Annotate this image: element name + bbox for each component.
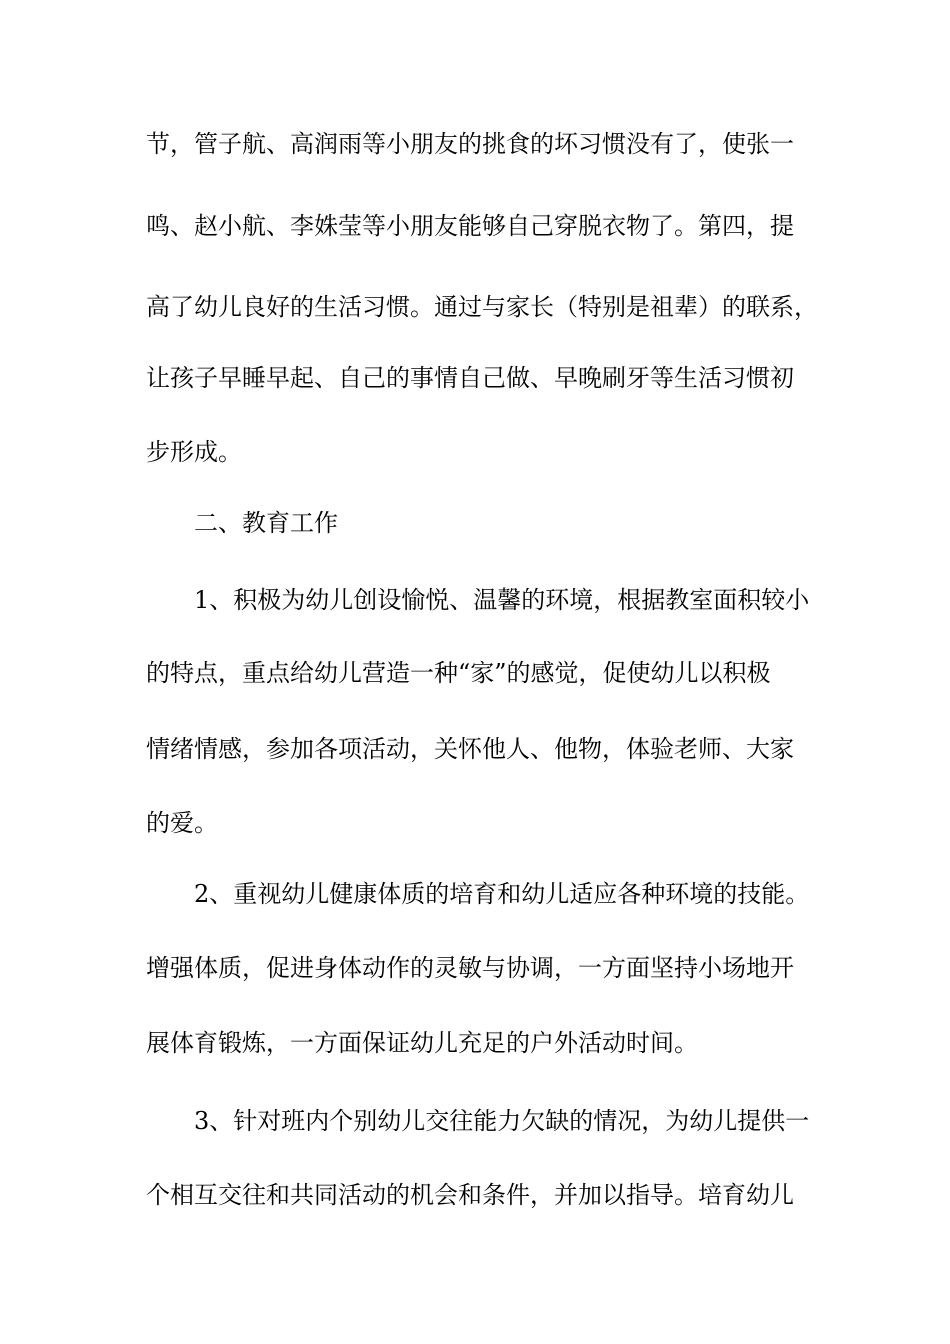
- paragraph-line: 让孩子早睡早起、自己的事情自己做、早晚刷牙等生活习惯初: [146, 364, 794, 392]
- paragraph-line: 高了幼儿良好的生活习惯。通过与家长（特别是祖辈）的联系，: [146, 293, 818, 321]
- paragraph-line: 鸣、赵小航、李姝莹等小朋友能够自己穿脱衣物了。第四，提: [146, 212, 794, 240]
- paragraph-line: 的特点，重点给幼儿营造一种“家”的感觉，促使幼儿以积极: [146, 659, 771, 687]
- paragraph-line: 2、重视幼儿健康体质的培育和幼儿适应各种环境的技能。: [194, 880, 810, 908]
- paragraph-line: 步形成。: [146, 438, 242, 466]
- paragraph-line: 节，管子航、高润雨等小朋友的挑食的坏习惯没有了，使张一: [146, 130, 794, 158]
- paragraph-line: 的爱。: [146, 809, 218, 837]
- paragraph-line: 增强体质，促进身体动作的灵敏与协调，一方面坚持小场地开: [146, 954, 794, 982]
- paragraph-line: 1、积极为幼儿创设愉悦、温馨的环境，根据教室面积较小: [194, 586, 810, 614]
- paragraph-line: 情绪情感，参加各项活动，关怀他人、他物，体验老师、大家: [146, 735, 794, 763]
- paragraph-line: 展体育锻炼，一方面保证幼儿充足的户外活动时间。: [146, 1029, 698, 1057]
- paragraph-line: 个相互交往和共同活动的机会和条件，并加以指导。培育幼儿: [146, 1181, 794, 1209]
- paragraph-line: 3、针对班内个别幼儿交往能力欠缺的情况，为幼儿提供一: [194, 1107, 810, 1135]
- section-heading: 二、教育工作: [194, 509, 338, 537]
